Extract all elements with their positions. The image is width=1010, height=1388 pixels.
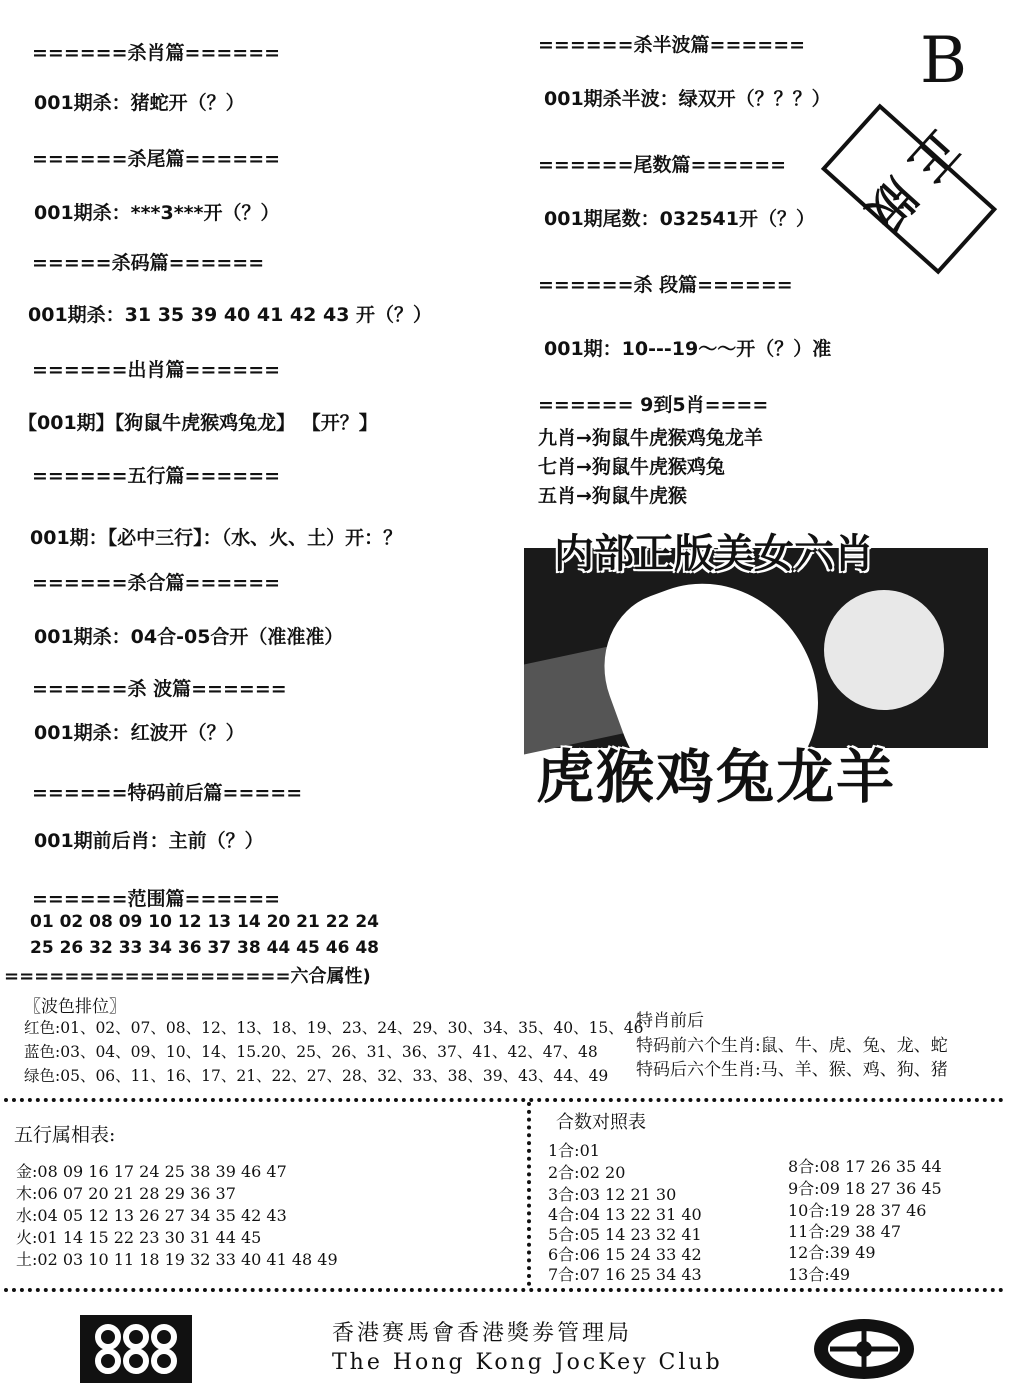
wuxing-row-huo: 火:01 14 15 22 23 30 31 44 45 bbox=[16, 1228, 262, 1247]
heshu-row-12: 12合:39 49 bbox=[788, 1243, 876, 1262]
separator-middle bbox=[527, 1102, 531, 1286]
te-front-line: 特码前六个生肖:鼠、牛、虎、兔、龙、蛇 bbox=[636, 1036, 948, 1056]
five-xiao-line: 五肖→狗鼠牛虎猴 bbox=[538, 485, 687, 507]
heshu-row-4: 4合:04 13 22 31 40 bbox=[548, 1205, 702, 1224]
sha-xiao-header: ======杀肖篇====== bbox=[32, 42, 281, 64]
stamp-text: 正版 bbox=[843, 121, 970, 253]
ad-banner bbox=[524, 520, 988, 808]
hkjc-swirl-logo bbox=[80, 1315, 192, 1383]
separator-top bbox=[4, 1098, 1004, 1102]
ad-title: 内部正版美女六肖 bbox=[554, 531, 874, 577]
emblem-icon bbox=[810, 1316, 918, 1382]
sha-wei-header: ======杀尾篇====== bbox=[32, 148, 281, 170]
heshu-row-6: 6合:06 15 24 33 42 bbox=[548, 1245, 702, 1264]
swirl-icon bbox=[80, 1315, 192, 1383]
heshu-row-9: 9合:09 18 27 36 45 bbox=[788, 1179, 942, 1198]
sha-he-header: ======杀合篇====== bbox=[32, 572, 281, 594]
te-back-line: 特码后六个生肖:马、羊、猴、鸡、狗、猪 bbox=[636, 1060, 948, 1080]
chu-xiao-line: 【001期】【狗鼠牛虎猴鸡兔龙】 【开？】 bbox=[18, 412, 378, 434]
wuxing-row-jin: 金:08 09 16 17 24 25 38 39 46 47 bbox=[16, 1162, 287, 1181]
seven-xiao-line: 七肖→狗鼠牛虎猴鸡兔 bbox=[538, 456, 725, 478]
footer-chinese-name: 香港赛馬會香港獎劵管理局 bbox=[332, 1321, 633, 1346]
wuxing-row-mu: 木:06 07 20 21 28 29 36 37 bbox=[16, 1184, 236, 1203]
wu-xing-header: ======五行篇====== bbox=[32, 465, 281, 487]
blue-wave-line: 蓝色:03、04、09、10、14、15.20、25、26、31、36、37、41、42、47、48 bbox=[24, 1043, 598, 1061]
heshu-row-10: 10合:19 28 37 46 bbox=[788, 1201, 927, 1220]
heshu-row-7: 7合:07 16 25 34 43 bbox=[548, 1265, 702, 1284]
sha-ma-header: =====杀码篇====== bbox=[32, 252, 265, 274]
wei-shu-line: 001期尾数：032541开（？） bbox=[544, 208, 815, 230]
heshu-row-13: 13合:49 bbox=[788, 1265, 851, 1284]
sha-xiao-line: 001期杀：猪蛇开（？） bbox=[34, 92, 245, 114]
wuxing-title: 五行属相表: bbox=[14, 1124, 116, 1146]
bose-title: 〖波色排位〗 bbox=[24, 997, 126, 1017]
fan-wei-line-1: 01 02 08 09 10 12 13 14 20 21 22 24 bbox=[30, 912, 379, 932]
sha-wei-line: 001期杀：***3***开（？） bbox=[34, 202, 280, 224]
sha-bo-line: 001期杀：红波开（？） bbox=[34, 722, 245, 744]
chu-xiao-header: ======出肖篇====== bbox=[32, 359, 281, 381]
sha-duan-line: 001期：10---19～～开（？）准 bbox=[544, 338, 832, 360]
sha-bo-header: ======杀 波篇====== bbox=[32, 678, 287, 700]
heshu-row-3: 3合:03 12 21 30 bbox=[548, 1185, 677, 1204]
ad-zodiac: 虎猴鸡兔龙羊 bbox=[536, 743, 897, 808]
te-ma-line: 001期前后肖：主前（？） bbox=[34, 830, 264, 852]
sha-he-line: 001期杀：04合-05合开（准准准） bbox=[34, 626, 344, 648]
separator-bottom bbox=[4, 1288, 1004, 1292]
nine-five-header: ====== 9到5肖==== bbox=[538, 394, 769, 416]
te-xiao-title: 特肖前后 bbox=[636, 1011, 704, 1031]
attributes-header: ===================六合属性) bbox=[4, 966, 371, 987]
heshu-row-11: 11合:29 38 47 bbox=[788, 1222, 902, 1241]
ad-photo-face bbox=[824, 590, 944, 710]
fan-wei-line-2: 25 26 32 33 34 36 37 38 44 45 46 48 bbox=[30, 938, 379, 958]
heshu-row-5: 5合:05 14 23 32 41 bbox=[548, 1225, 702, 1244]
wei-shu-header: ======尾数篇====== bbox=[538, 154, 787, 176]
genuine-stamp bbox=[821, 103, 997, 274]
wuxing-row-shui: 水:04 05 12 13 26 27 34 35 42 43 bbox=[16, 1206, 287, 1225]
wuxing-row-tu: 土:02 03 10 11 18 19 32 33 40 41 48 49 bbox=[16, 1250, 338, 1269]
heshu-title: 合数对照表 bbox=[556, 1112, 646, 1133]
version-letter: B bbox=[920, 24, 968, 98]
fan-wei-header: ======范围篇====== bbox=[32, 888, 281, 910]
footer-english-name: The Hong Kong JocKey Club bbox=[332, 1350, 723, 1375]
sha-ban-bo-header: ======杀半波篇====== bbox=[538, 34, 806, 56]
heshu-row-8: 8合:08 17 26 35 44 bbox=[788, 1157, 942, 1176]
hkjc-emblem-logo bbox=[810, 1316, 918, 1382]
heshu-row-2: 2合:02 20 bbox=[548, 1163, 626, 1182]
sha-ban-bo-line: 001期杀半波：绿双开（？？？） bbox=[544, 88, 831, 110]
sha-ma-line: 001期杀：31 35 39 40 41 42 43 开（？） bbox=[28, 304, 433, 326]
wu-xing-line: 001期：【必中三行】：（水、火、土）开：？ bbox=[30, 527, 403, 549]
te-ma-header: ======特码前后篇===== bbox=[32, 782, 303, 804]
red-wave-line: 红色:01、02、07、08、12、13、18、19、23、24、29、30、34、35、40、15、46 bbox=[24, 1019, 644, 1037]
sha-duan-header: ======杀 段篇====== bbox=[538, 274, 793, 296]
green-wave-line: 绿色:05、06、11、16、17、21、22、27、28、32、33、38、39、43、44、49 bbox=[24, 1067, 609, 1085]
nine-xiao-line: 九肖→狗鼠牛虎猴鸡兔龙羊 bbox=[538, 427, 763, 449]
heshu-row-1: 1合:01 bbox=[548, 1141, 600, 1160]
